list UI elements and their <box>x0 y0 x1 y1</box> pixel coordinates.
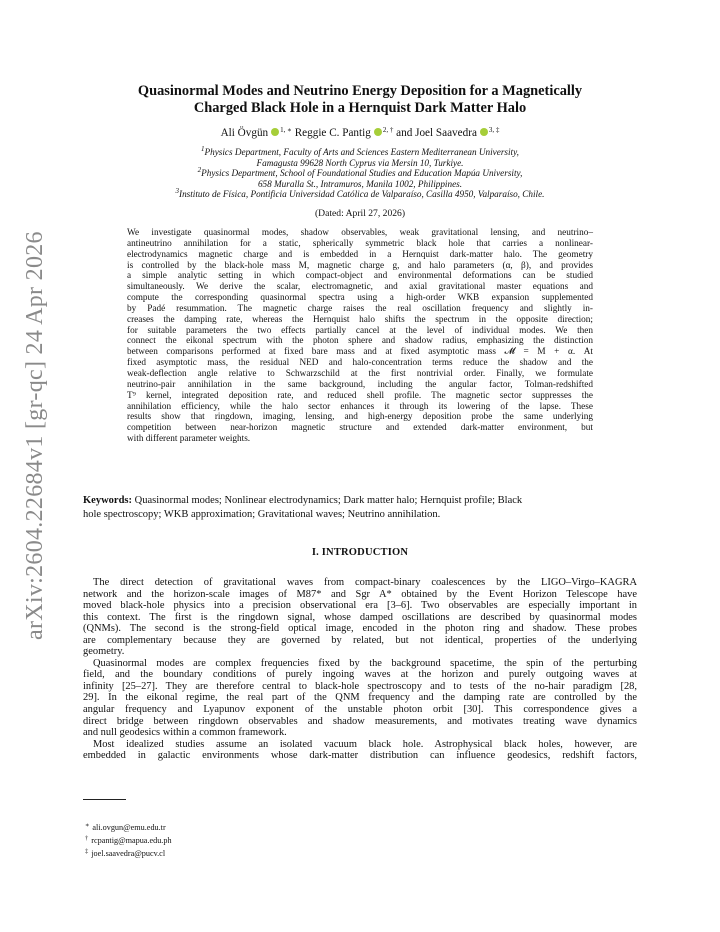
section-heading: I. INTRODUCTION <box>311 547 409 558</box>
footnotes <box>85 820 172 859</box>
body-line: Quasinormal modes are complex frequencies fixed by the background spacetime, the spin of the perturbing <box>93 657 637 669</box>
body-line: The direct detection of gravitational waves from compact-binary coalescences by the LIGO–Virgo–KAGRA <box>93 577 637 588</box>
body-line: geometry. <box>83 646 125 658</box>
author-name: Reggie C. Pantig <box>294 127 371 139</box>
footnote-email-link[interactable]: ali.ovgun@emu.edu.tr <box>92 823 166 832</box>
abstract-line: by Padé resummation. The magnetic charge raises the real oscillation frequency and slightly in- <box>127 303 593 314</box>
body-line: (QNMs). The second is the strong-field optical image, encoded in the photon ring and shadow. These probes <box>83 623 637 635</box>
affiliation-line: $^2$Physics Department, School of Foundational Studies and Education Mapúa University, <box>197 166 523 179</box>
body-line: angular frequency and Lyapunov exponent of the unstable photon orbit [30]. This correspondence gives a <box>83 704 637 716</box>
affiliation-line: 658 Muralla St., Intramuros, Manila 1002, Philippines. <box>257 178 463 189</box>
abstract-line: annihilation efficiency, while the halo sector enhances it through its lowering of the lapse. These <box>127 401 593 412</box>
affiliation-line: $^1$Physics Department, Faculty of Arts and Sciences Eastern Mediterranean University, <box>201 145 519 157</box>
body-line: and null geodesics within a common framework. <box>83 727 287 739</box>
abstract-line: neutrino-pair annihilation in the same background, including the angular factor, Tolman-redshifted <box>127 379 593 390</box>
abstract-line: with different parameter weights. <box>127 434 251 445</box>
body-line: 29]. In the eikonal regime, the real part of the QNM frequency and the damping rate are controlled by the <box>83 692 637 704</box>
author-name: Ali Övgün <box>220 127 269 139</box>
keywords-line: hole spectroscopy; WKB approximation; Gravitational waves; Neutrino annihilation. <box>83 509 441 520</box>
abstract-line: antineutrino annihilation for a static, spherically symmetric black hole that carries a nonlinear- <box>127 238 593 249</box>
keywords-label: Keywords: <box>83 495 132 506</box>
body-line: moved black-hole physics into a precision observational era [3–6]. Two observables are especially important in <box>83 600 637 612</box>
abstract-line: simultaneously. We derive the scalar, electromagnetic, and axial gravitational master equations and <box>127 282 593 293</box>
author-list <box>100 127 620 139</box>
author-name: and Joel Saavedra <box>396 127 477 139</box>
body-line: are complementary because they are governed by related, but not identical, properties of the underlying <box>83 634 637 646</box>
abstract-line: between comparisons performed at fixed bare mass and at fixed asymptotic mass 𝓜 = M + α. At <box>127 347 593 358</box>
abstract <box>127 228 593 445</box>
body-line: Most idealized studies assume an isolated vacuum black hole. Astrophysical black holes, however, are <box>93 738 637 750</box>
footnote-email-link[interactable]: rcpantig@mapua.edu.ph <box>91 836 172 845</box>
footnote-mark: † <box>85 835 89 842</box>
body-text <box>83 577 637 762</box>
body-line: this context. The first is the ringdown signal, whose damped oscillations are described by quasinormal modes <box>83 611 637 623</box>
body-line: embedded in galactic environments whose dark-matter distribution can influence geodesics, redshift factors, <box>83 750 637 762</box>
footnote-mark: ‡ <box>85 848 89 855</box>
author-affiliation-mark: 3, ‡ <box>488 126 500 134</box>
affiliations <box>90 147 630 200</box>
affiliation-line: $^3$Instituto de Física, Pontificia Universidad Católica de Valparaíso, Casilla 4950, Valparaíso, Chile. <box>175 187 545 200</box>
orcid-icon[interactable] <box>480 128 488 136</box>
author-affiliation-mark: 2, † <box>382 126 394 134</box>
affiliation-line: Famagusta 99628 North Cyprus via Mersin 10, Turkiye. <box>256 157 464 168</box>
abstract-line: for suitable parameters the two effects partially cancel at the level of individual modes. We then <box>127 325 593 336</box>
body-line: field, and the boundary conditions of purely ingoing waves at the horizon and purely outgoing waves at <box>83 669 637 681</box>
abstract-line: weak-deflection angle relative to Schwarzschild at the first nontrivial order. Finally, we formulate <box>127 368 593 379</box>
orcid-icon[interactable] <box>374 128 382 136</box>
abstract-line: creases the damping rate, whereas the Hernquist halo shifts the spectrum in the opposite direction; <box>127 314 593 325</box>
date-line: (Dated: April 27, 2026) <box>314 208 406 219</box>
body-line: infinity [25–27]. They are therefore central to black-hole spectroscopy and to tests of the no-hair paradigm [28, <box>83 680 637 692</box>
abstract-line: connect the eikonal spectrum with the photon sphere and shadow radius, emphasizing the distinction <box>127 336 593 347</box>
body-line: direct bridge between ringdown observables and shadow measurements, and motivates treating wave dynamics <box>83 715 637 727</box>
arxiv-identifier: arXiv:2604.22684v1 [gr-qc] 24 Apr 2026 <box>22 231 48 640</box>
footnote-rule <box>83 799 126 800</box>
abstract-line: compute the corresponding quasinormal spectra using a high-order WKB expansion supplemented <box>127 293 593 304</box>
abstract-line: electrodynamics magnetic charge and is embedded in a Hernquist dark-matter halo. The geometry <box>127 249 593 260</box>
footnote <box>85 846 172 859</box>
paper-title <box>100 83 620 117</box>
abstract-line: T⁹ kernel, integrated deposition rate, and reduced shell profile. The magnetic sector suppresses the <box>127 390 593 401</box>
abstract-line: is controlled by the black-hole mass M, magnetic charge g, and halo parameters (α, β), and provides <box>127 260 593 271</box>
footnote-mark: ∗ <box>85 822 90 829</box>
title-line: Charged Black Hole in a Hernquist Dark Matter Halo <box>193 100 527 116</box>
orcid-icon[interactable] <box>271 128 279 136</box>
keywords <box>83 494 637 522</box>
title-line: Quasinormal Modes and Neutrino Energy Deposition for a Magnetically <box>137 83 583 99</box>
body-line: network and the horizon-scale images of M87* and Sgr A* obtained by the Event Horizon Telescope have <box>83 588 637 600</box>
abstract-line: results show that ringdown, imaging, lensing, and high-energy deposition probe the same underlying <box>127 412 593 423</box>
footnote-email-link[interactable]: joel.saavedra@pucv.cl <box>91 849 166 858</box>
abstract-line: a simple analytic setting in which compact-object and environmental deformations can be studied <box>127 271 593 282</box>
footnote <box>85 833 172 846</box>
abstract-line: competition between near-horizon magnetic structure and extended dark-matter environment, but <box>127 423 593 434</box>
keywords-line: Keywords: Quasinormal modes; Nonlinear electrodynamics; Dark matter halo; Hernquist profile; Black <box>83 495 523 506</box>
footnote <box>85 820 172 833</box>
abstract-line: fixed asymptotic mass, the residual NED and halo-concentration terms reduce the shadow and the <box>127 358 593 369</box>
abstract-line: We investigate quasinormal modes, shadow observables, weak gravitational lensing, and neutrino– <box>127 228 593 238</box>
author-affiliation-mark: 1, ∗ <box>280 126 292 134</box>
